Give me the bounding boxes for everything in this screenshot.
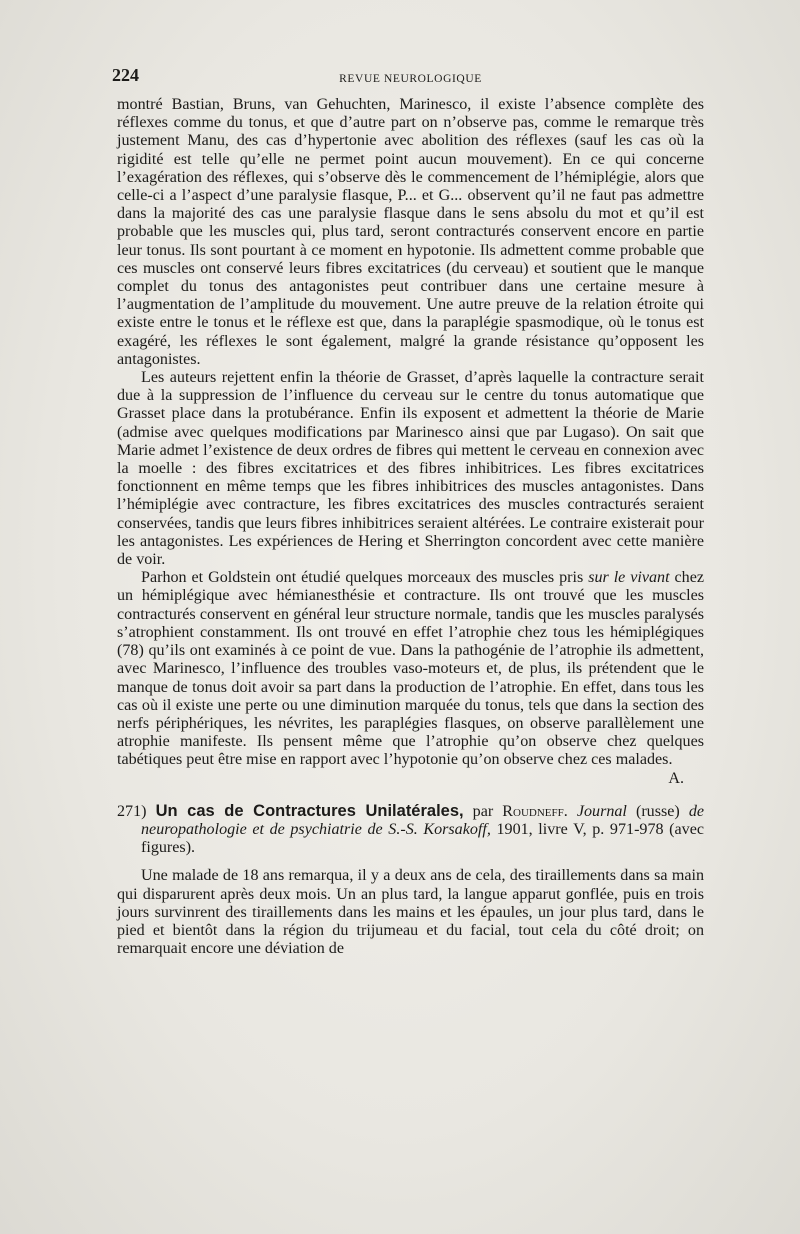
- text-column: [112, 65, 705, 958]
- entry-journal: Journal: [576, 802, 627, 820]
- abstract-entry-heading: [117, 802, 704, 858]
- entry-title: Un cas de Contractures Unilatérales,: [155, 801, 464, 820]
- paragraph-text-a: Parhon et Goldstein ont étudié quelques morceaux des muscles pris: [141, 569, 589, 587]
- running-head: REVUE NEUROLOGIQUE: [339, 73, 482, 85]
- paragraph-grasset-theory: Les auteurs rejettent enfin la théorie de Grasset, d’après laquelle la contracture serait due à la suppression de l’influence du cerveau sur le centre du tonus automatique que Grasset place dans la protubérance. Enfin ils exposent et admettent la théorie de Marie (admise avec quelques modifications par Marinesco ainsi que par Lugaso). On sait que Marie admet l’existence de deux ordres de fibres qui mettent le cerveau en connexion avec la moelle : des fibres excitatrices et des fibres inhibitrices. Les fibres excitatrices fonctionnent en même temps que les fibres inhibitrices des muscles antagonistes. Dans l’hémiplégie avec contracture, les fibres excitatrices des muscles contracturés seraient conservées, tandis que leurs fibres inhibitrices seraient altérées. Le contraire existerait pour les antagonistes. Les expériences de Hering et Sherrington concordent avec cette manière de voir.: [117, 369, 704, 569]
- entry-journal-rest: (russe): [626, 802, 689, 820]
- entry-number: 271): [117, 802, 147, 820]
- page-header: [112, 65, 704, 88]
- italic-phrase: sur le vivant: [588, 569, 670, 587]
- entry-author: Roudneff.: [502, 802, 568, 820]
- paragraph-continued: montré Bastian, Bruns, van Gehuchten, Marinesco, il existe l’absence complète des réflexes comme du tonus, et que d’autre part on n’observe pas, comme le remarque très justement Manu, des cas d’hypertonie avec abolition des réflexes (sauf les cas où la rigidité est telle qu’elle ne permet point aucun mouvement). En ce qui concerne l’exagération des réflexes, qui s’observe dès le commencement de l’hémiplégie, alors que celle-ci a l’aspect d’une paralysie flasque, P... et G... observent qu’il ne faut pas admettre dans la majorité des cas une paralysie flasque dans le sens absolu du mot et qu’il est probable que les muscles qui, plus tard, seront contracturés conservent encore en partie leur tonus. Ils sont pourtant à ce moment en hypotonie. Ils admettent comme probable que ces muscles ont conservé leurs fibres excitatrices (du cerveau) et soutient que le manque complet du tonus des antagonistes peut contribuer dans une certaine mesure à l’augmentation de l’amplitude du mouvement. Une autre preuve de la relation étroite qui existe entre le tonus et le réflexe est que, dans la paraplégie spasmodique, où le tonus est exagéré, les réflexes le sont également, malgré la grande résistance qu’opposent les antagonistes.: [117, 96, 704, 368]
- abstract-paragraph: Une malade de 18 ans remarqua, il y a deux ans de cela, des tiraillements dans sa main qui disparurent après deux mois. Un an plus tard, la langue apparut gonflée, puis en trois jours survinrent des tiraillements dans les mains et les épaules, un jour plus tard, dans le pied et bientôt dans la région du trijumeau et du facial, tout cela du côté droit; on remarquait encore une déviation de: [117, 867, 704, 958]
- entry-citation: 1901, livre V, p. 971-978 (avec figures).: [141, 820, 704, 857]
- page-number: 224: [112, 65, 139, 85]
- reviewer-initial: A.: [668, 769, 684, 787]
- entry-journal-title: de neuropathologie et de psychiatrie de S.-S. Korsakoff,: [141, 802, 705, 838]
- paragraph-text-b: chez un hémiplégique avec hémianesthésie et contracture. Ils ont trouvé que les muscles contracturés conservent en général leur structure normale, tandis que les muscles paralysés s’atrophient constamment. Ils ont trouvé en effet l’atrophie chez tous les hémiplégiques (78) qu’ils ont examinés à ce point de vue. Dans la pathogénie de l’atrophie ils admettent, avec Marinesco, l’influence des troubles vaso-moteurs et, de plus, ils prétendent que le manque de tonus doit avoir sa part dans la production de l’atrophie. En effet, dans tous les cas où il existe une perte ou une diminution marquée du tonus, tels que dans la section des nerfs périphériques, les névrites, les paraplégies flasques, on observe parallèlement une atrophie manifeste. Ils pensent même que l’atrophie qu’on observe chez quelques tabétiques peut être mise en rapport avec l’hypotonie qu’on observe chez ces malades.: [117, 569, 705, 769]
- paragraph-parhon-goldstein: [117, 569, 704, 769]
- entry-by: par: [463, 802, 503, 820]
